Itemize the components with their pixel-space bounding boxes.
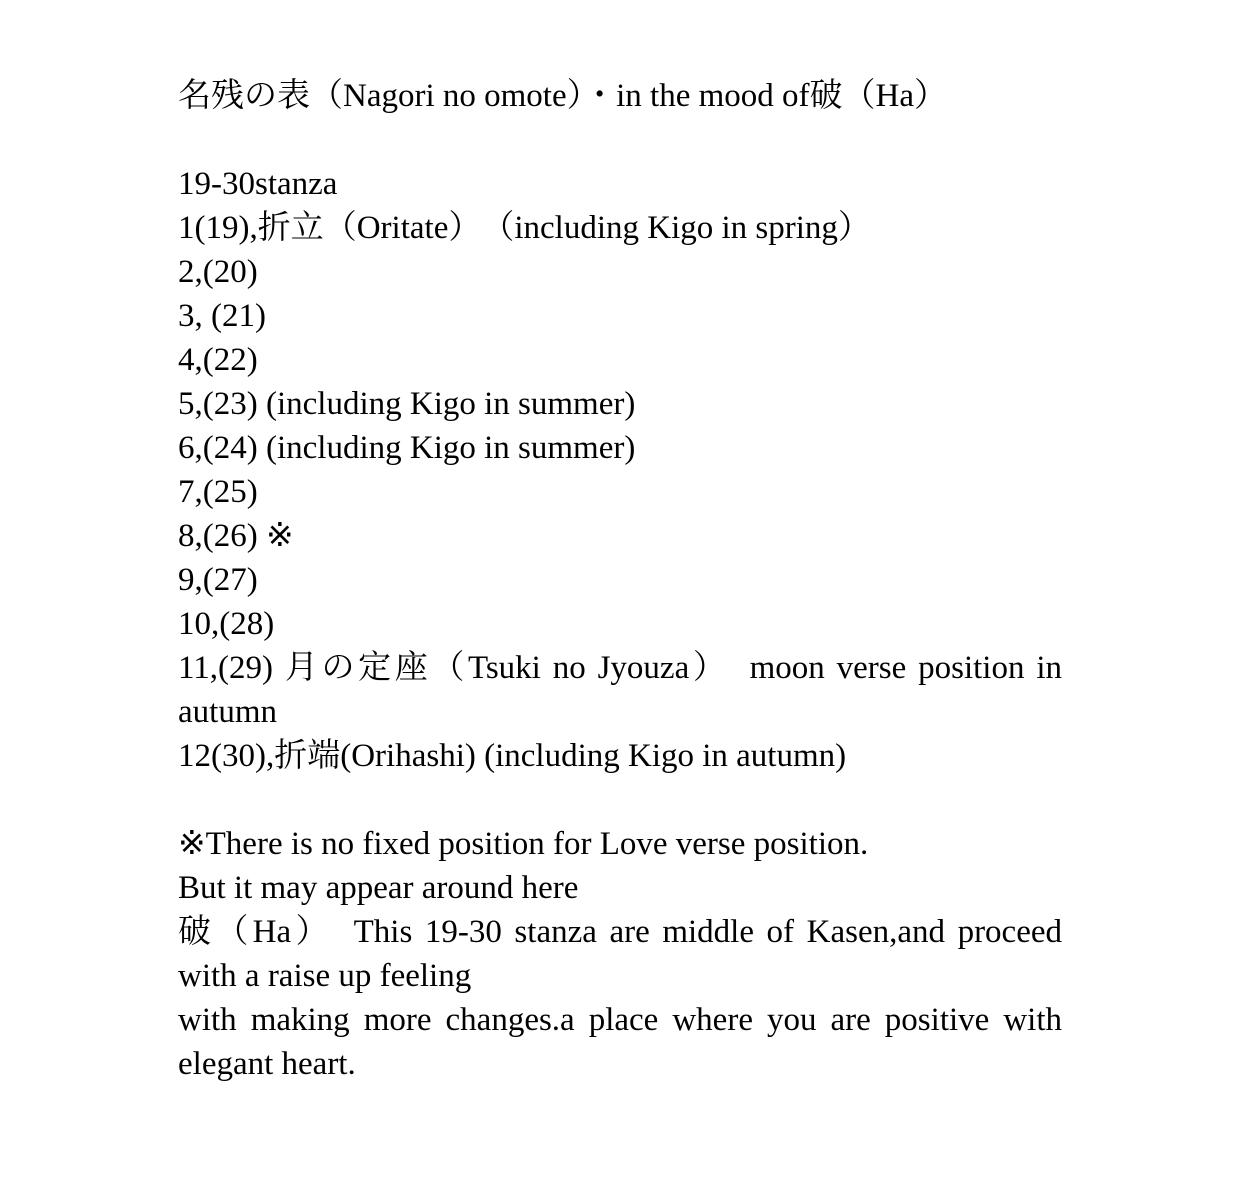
spacer <box>178 118 1062 162</box>
stanza-line: 5,(23) (including Kigo in summer) <box>178 386 636 422</box>
stanza-line: 6,(24) (including Kigo in summer) <box>178 430 636 466</box>
ha-description: 破（Ha） This 19-30 stanza are middle of Kasen,and proceed with a raise up feeling <box>178 914 1062 994</box>
document-body <box>178 74 1062 1086</box>
spacer <box>178 778 1062 822</box>
stanza-line: 4,(22) <box>178 342 258 378</box>
stanza-line: 10,(28) <box>178 606 275 642</box>
stanza-line: 9,(27) <box>178 562 258 598</box>
stanza-line: 7,(25) <box>178 474 258 510</box>
stanza-line-moon-verse: 11,(29) 月の定座（Tsuki no Jyouza） moon verse position in autumn <box>178 650 1062 730</box>
ha-description-continued: with making more changes.a place where you are positive with elegant heart. <box>178 1002 1062 1082</box>
stanza-range: 19-30stanza <box>178 166 338 202</box>
stanza-line: 3, (21) <box>178 298 266 334</box>
stanza-line: 12(30),折端(Orihashi) (including Kigo in autumn) <box>178 738 847 774</box>
stanza-line: 8,(26) ※ <box>178 518 294 554</box>
section-heading: 名残の表（Nagori no omote）・in the mood of破（Ha） <box>178 78 947 114</box>
stanza-line: 1(19),折立（Oritate） （including Kigo in spring） <box>178 210 871 246</box>
love-verse-note-continued: But it may appear around here <box>178 870 579 906</box>
stanza-line: 2,(20) <box>178 254 258 290</box>
love-verse-note: ※There is no fixed position for Love verse position. <box>178 826 869 862</box>
stanza-list <box>178 206 1062 778</box>
